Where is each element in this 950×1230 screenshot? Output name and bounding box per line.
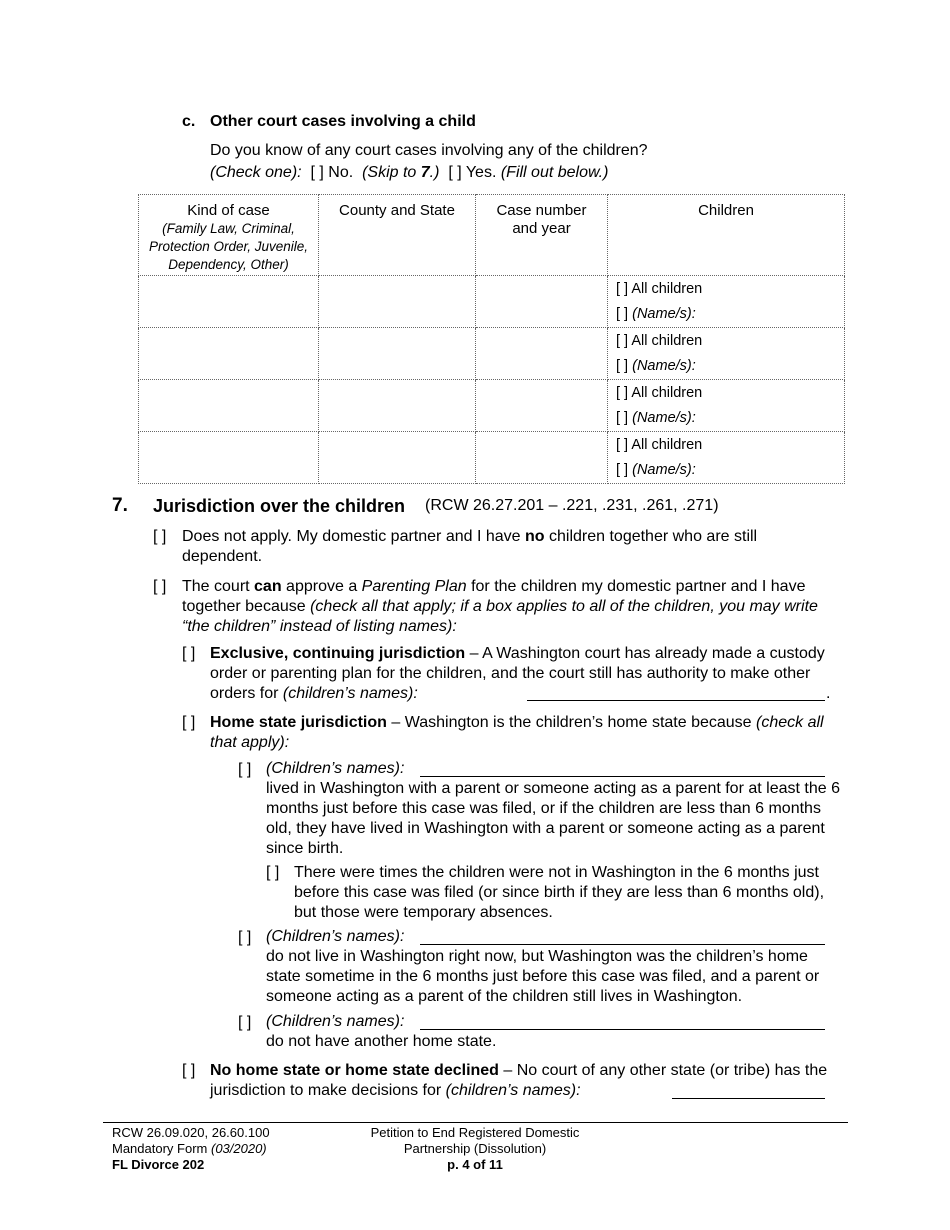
cell-children bbox=[608, 276, 845, 328]
children-no-other-names-field[interactable] bbox=[420, 1015, 825, 1030]
children-not-live-checkbox[interactable]: [ ] bbox=[238, 929, 252, 946]
all-children-checkbox[interactable]: [ ] bbox=[616, 385, 629, 401]
cell-case-number[interactable] bbox=[476, 276, 608, 328]
header-children: Children bbox=[608, 195, 845, 276]
section-c-check-line bbox=[210, 164, 608, 182]
children-no-other-checkbox[interactable]: [ ] bbox=[238, 1014, 252, 1031]
table-row bbox=[139, 276, 845, 328]
exclusive-checkbox[interactable]: [ ] bbox=[182, 645, 196, 662]
no-home-state-text: No home state or home state declined – No court of any other state (or tribe) has the jurisdiction to make decisions for (children’s names): bbox=[210, 1062, 828, 1099]
section-7-number: 7. bbox=[112, 495, 128, 516]
cell-kind[interactable] bbox=[139, 432, 319, 484]
section-7-rcw: (RCW 26.27.201 – .221, .231, .261, .271) bbox=[425, 497, 719, 514]
home-state-text: Home state jurisdiction – Washington is the children’s home state because (check all that apply): bbox=[210, 714, 824, 751]
court-cases-table bbox=[138, 194, 845, 484]
all-children-label: All children bbox=[631, 437, 703, 453]
cell-kind[interactable] bbox=[139, 276, 319, 328]
names-checkbox[interactable]: [ ] bbox=[616, 462, 629, 478]
exclusive-end: . bbox=[826, 685, 831, 702]
names-checkbox[interactable]: [ ] bbox=[616, 306, 629, 322]
all-children-label: All children bbox=[631, 281, 703, 297]
no-home-state-names-field[interactable] bbox=[672, 1084, 825, 1099]
section-c-title: Other court cases involving a child bbox=[210, 113, 476, 130]
names-label: (Name/s): bbox=[632, 462, 696, 478]
childrens-names-label: (Children’s names): bbox=[266, 928, 405, 945]
all-children-label: All children bbox=[631, 333, 703, 349]
no-other-text: do not have another home state. bbox=[266, 1033, 497, 1050]
names-label: (Name/s): bbox=[632, 358, 696, 374]
court-can-checkbox[interactable]: [ ] bbox=[153, 578, 167, 595]
home-state-checkbox[interactable]: [ ] bbox=[182, 714, 196, 731]
temporary-absences-text: There were times the children were not in Washington in the 6 months just before this case was filed (or since birth if they are less than 6 months old), but those were temporary absences. bbox=[294, 864, 825, 921]
header-kind-sub: (Family Law, Criminal, Protection Order, Juvenile, Dependency, Other) bbox=[148, 221, 309, 272]
cell-children bbox=[608, 328, 845, 380]
court-can-text: The court can approve a Parenting Plan for the children my domestic partner and I have together because (check all that apply; if a box applies to all of the children, you may write “the children” instead of listing names): bbox=[182, 578, 818, 635]
footer-title-line2: Partnership (Dissolution) bbox=[403, 1141, 547, 1156]
table-header-row bbox=[139, 195, 845, 276]
all-children-checkbox[interactable]: [ ] bbox=[616, 333, 629, 349]
cell-county[interactable] bbox=[319, 328, 476, 380]
cell-kind[interactable] bbox=[139, 328, 319, 380]
temporary-absences-checkbox[interactable]: [ ] bbox=[266, 864, 280, 881]
skip-label: (Skip to 7.) bbox=[362, 164, 440, 181]
cell-children bbox=[608, 432, 845, 484]
exclusive-text: Exclusive, continuing jurisdiction – A Washington court has already made a custody order or parenting plan for the children, and the court still has authority to make other orders for (children’s names): bbox=[210, 645, 825, 702]
lived-text: lived in Washington with a parent or someone acting as a parent for at least the 6 months just before this case was filed, or if the children are less than 6 months old, they have lived in Washington with a parent or someone acting as a parent since birth. bbox=[266, 780, 840, 857]
all-children-label: All children bbox=[631, 385, 703, 401]
does-not-apply-checkbox[interactable]: [ ] bbox=[153, 528, 167, 545]
childrens-names-label: (Children’s names): bbox=[266, 1013, 405, 1030]
footer-form-id: FL Divorce 202 bbox=[112, 1157, 205, 1172]
cell-kind[interactable] bbox=[139, 380, 319, 432]
fill-label: (Fill out below.) bbox=[500, 164, 609, 181]
footer-center bbox=[340, 1125, 610, 1173]
names-label: (Name/s): bbox=[632, 410, 696, 426]
section-7-title: Jurisdiction over the children bbox=[153, 496, 406, 516]
childrens-names-label: (Children’s names): bbox=[266, 760, 405, 777]
footer-left bbox=[112, 1125, 270, 1173]
footer-mandatory: Mandatory Form (03/2020) bbox=[112, 1141, 267, 1156]
check-one-label: (Check one): bbox=[210, 164, 302, 181]
all-children-checkbox[interactable]: [ ] bbox=[616, 281, 629, 297]
names-checkbox[interactable]: [ ] bbox=[616, 358, 629, 374]
children-not-live-names-field[interactable] bbox=[420, 930, 825, 945]
cell-case-number[interactable] bbox=[476, 328, 608, 380]
children-lived-checkbox[interactable]: [ ] bbox=[238, 761, 252, 778]
no-checkbox[interactable]: [ ] bbox=[310, 164, 324, 181]
cell-county[interactable] bbox=[319, 432, 476, 484]
names-checkbox[interactable]: [ ] bbox=[616, 410, 629, 426]
cell-county[interactable] bbox=[319, 380, 476, 432]
exclusive-names-field[interactable] bbox=[527, 686, 825, 701]
does-not-apply-text: Does not apply. My domestic partner and I have no children together who are still dependent. bbox=[182, 528, 758, 565]
cell-case-number[interactable] bbox=[476, 380, 608, 432]
names-label: (Name/s): bbox=[632, 306, 696, 322]
no-home-state-checkbox[interactable]: [ ] bbox=[182, 1062, 196, 1079]
header-case-number: Case number and year bbox=[476, 195, 608, 276]
header-kind-of-case: Kind of case (Family Law, Criminal, Protection Order, Juvenile, Dependency, Other) bbox=[139, 195, 319, 276]
section-c-letter: c. bbox=[182, 113, 196, 130]
section-c-question: Do you know of any court cases involving any of the children? bbox=[210, 142, 648, 159]
footer-title-line1: Petition to End Registered Domestic bbox=[370, 1125, 580, 1140]
not-live-text: do not live in Washington right now, but Washington was the children’s home state sometime in the 6 months just before this case was filed, and a parent or someone acting as a parent of the children still lives in Washington. bbox=[266, 948, 820, 1005]
footer-rcw: RCW 26.09.020, 26.60.100 bbox=[112, 1125, 270, 1140]
cell-children bbox=[608, 380, 845, 432]
table-row bbox=[139, 328, 845, 380]
footer-page: p. 4 of 11 bbox=[447, 1157, 503, 1172]
cell-county[interactable] bbox=[319, 276, 476, 328]
no-label: No. bbox=[328, 164, 354, 181]
yes-label: Yes. bbox=[465, 164, 497, 181]
table-row bbox=[139, 432, 845, 484]
cell-case-number[interactable] bbox=[476, 432, 608, 484]
header-county-state: County and State bbox=[319, 195, 476, 276]
yes-checkbox[interactable]: [ ] bbox=[448, 164, 462, 181]
all-children-checkbox[interactable]: [ ] bbox=[616, 437, 629, 453]
footer-divider bbox=[103, 1122, 848, 1123]
children-lived-names-field[interactable] bbox=[420, 762, 825, 777]
table-row bbox=[139, 380, 845, 432]
